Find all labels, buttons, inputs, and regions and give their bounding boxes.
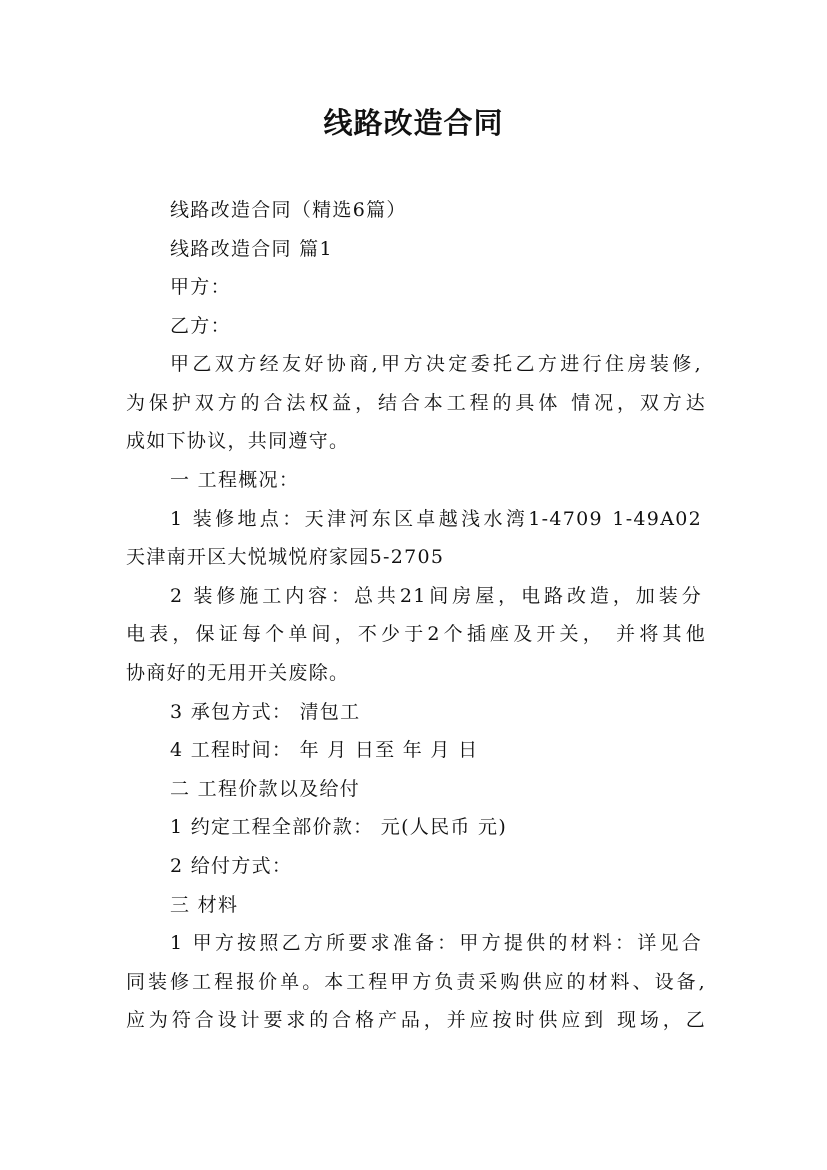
paragraph-line: 甲乙双方经友好协商,甲方决定委托乙方进行住房装修, <box>170 353 702 375</box>
paragraph-line: 为保护双方的合法权益，结合本工程的具体 情况，双方达 <box>126 392 706 414</box>
paragraph-line: 协商好的无用开关废除。 <box>126 662 350 684</box>
paragraph-line: 天津南开区大悦城悦府家园5-2705 <box>126 546 445 568</box>
section-heading: 线路改造合同 篇1 <box>170 238 333 260</box>
subtitle-line: 线路改造合同（精选6篇） <box>170 199 407 221</box>
paragraph-line: 1 装修地点：天津河东区卓越浅水湾1-4709 1-49A02 <box>170 508 702 530</box>
paragraph-line: 电表，保证每个单间，不少于2个插座及开关， 并将其他 <box>126 623 706 645</box>
paragraph-line: 1 约定工程全部价款： 元(人民币 元) <box>170 816 508 838</box>
paragraph-line: 应为符合设计要求的合格产品，并应按时供应到 现场，乙 <box>126 1009 706 1031</box>
paragraph-line: 4 工程时间： 年 月 日至 年 月 日 <box>170 739 479 761</box>
party-a-line: 甲方： <box>170 276 231 298</box>
paragraph-line: 1 甲方按照乙方所要求准备：甲方提供的材料：详见合 <box>170 932 702 954</box>
document-title: 线路改造合同 <box>323 106 504 140</box>
party-b-line: 乙方： <box>170 315 231 337</box>
paragraph-line: 成如下协议，共同遵守。 <box>126 430 350 452</box>
paragraph-line: 2 装修施工内容：总共21间房屋，电路改造，加装分 <box>170 585 702 607</box>
clause-heading: 一 工程概况： <box>170 469 300 491</box>
clause-heading: 二 工程价款以及给付 <box>170 778 361 800</box>
paragraph-line: 2 给付方式： <box>170 855 293 877</box>
paragraph-line: 同装修工程报价单。本工程甲方负责采购供应的材料、设备, <box>126 971 706 993</box>
clause-heading: 三 材料 <box>170 894 239 916</box>
paragraph-line: 3 承包方式： 清包工 <box>170 701 361 723</box>
